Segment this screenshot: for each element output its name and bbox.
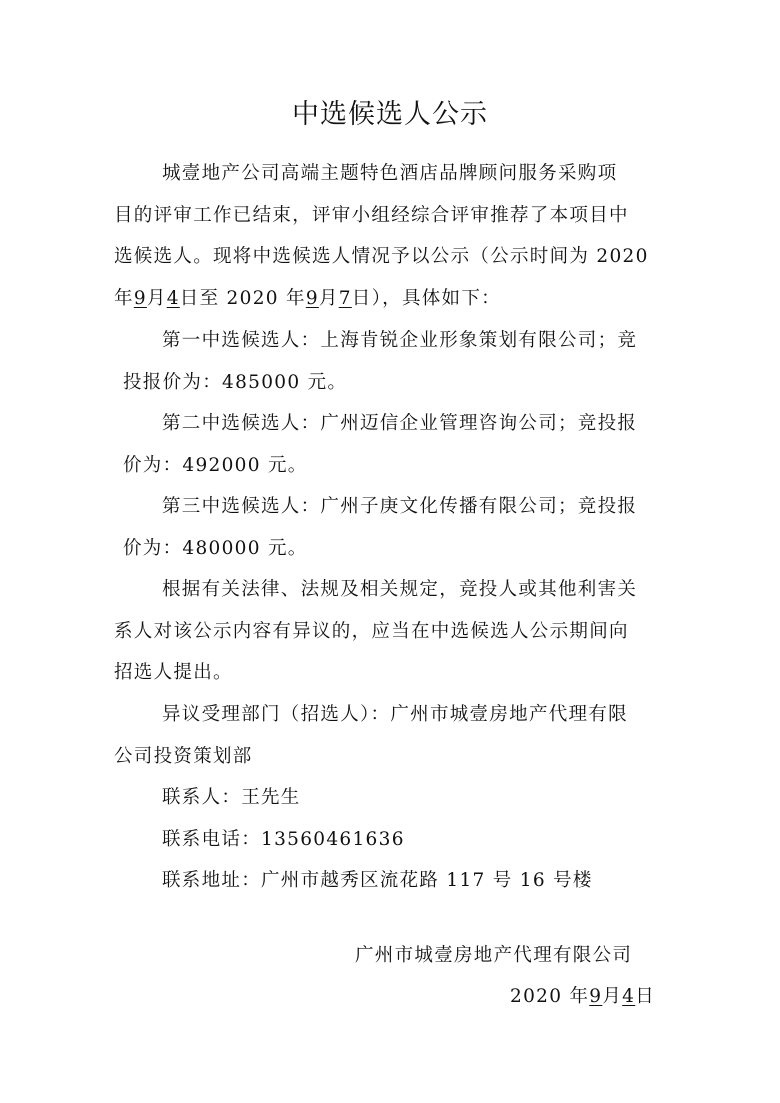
start-day: 4 [166,288,180,309]
intro-line-2: 目的评审工作已结束，评审小组经综合评审推荐了本项目中 [114,205,629,226]
signature-date-year: 2020 年 [510,986,590,1007]
end-day: 7 [338,288,352,309]
intro-text-month-2: 月 [318,288,339,309]
page-title: 中选候选人公示 [292,99,488,130]
candidate-2-line-2: 价为：492000 元。 [123,455,308,476]
department-line-2: 公司投资策划部 [114,746,253,767]
signature-date-day-label: 日 [635,986,656,1007]
department-line-1: 异议受理部门（招选人）：广州市城壹房地产代理有限 [162,704,628,725]
objection-line-1: 根据有关法律、法规及相关规定，竞投人或其他利害关 [162,579,638,600]
candidate-3-line-1: 第三中选候选人：广州子庚文化传播有限公司；竞投报 [162,496,638,517]
signature-date-month-label: 月 [602,986,623,1007]
candidate-2-line-1: 第二中选候选人：广州迈信企业管理咨询公司；竞投报 [162,413,638,434]
contact-person: 联系人：王先生 [162,787,301,808]
candidate-1-line-1: 第一中选候选人：上海肯锐企业形象策划有限公司；竞 [162,330,638,351]
intro-line-4 [114,287,501,311]
signature-date-day: 4 [622,986,636,1007]
start-month: 9 [133,288,147,309]
signature-date-month: 9 [589,986,603,1007]
intro-text-month: 月 [146,288,167,309]
signature-date [510,985,655,1009]
objection-line-3: 招选人提出。 [114,662,233,683]
end-month: 9 [305,288,319,309]
intro-line-3: 选候选人。现将中选候选人情况予以公示（公示时间为 2020 [114,246,649,267]
contact-phone: 联系电话：13560461636 [162,829,405,850]
signature-company: 广州市城壹房地产代理有限公司 [355,945,633,966]
intro-line-1: 城壹地产公司高端主题特色酒店品牌顾问服务采购项 [162,163,618,184]
intro-text-end: 日），具体如下： [351,288,501,309]
intro-text-to: 日至 2020 年 [179,288,306,309]
candidate-1-line-2: 投报价为：485000 元。 [123,372,348,393]
intro-text-year: 年 [114,288,134,309]
candidate-3-line-2: 价为：480000 元。 [123,538,308,559]
contact-address: 联系地址：广州市越秀区流花路 117 号 16 号楼 [162,870,593,891]
objection-line-2: 系人对该公示内容有异议的，应当在中选候选人公示期间向 [114,621,629,642]
